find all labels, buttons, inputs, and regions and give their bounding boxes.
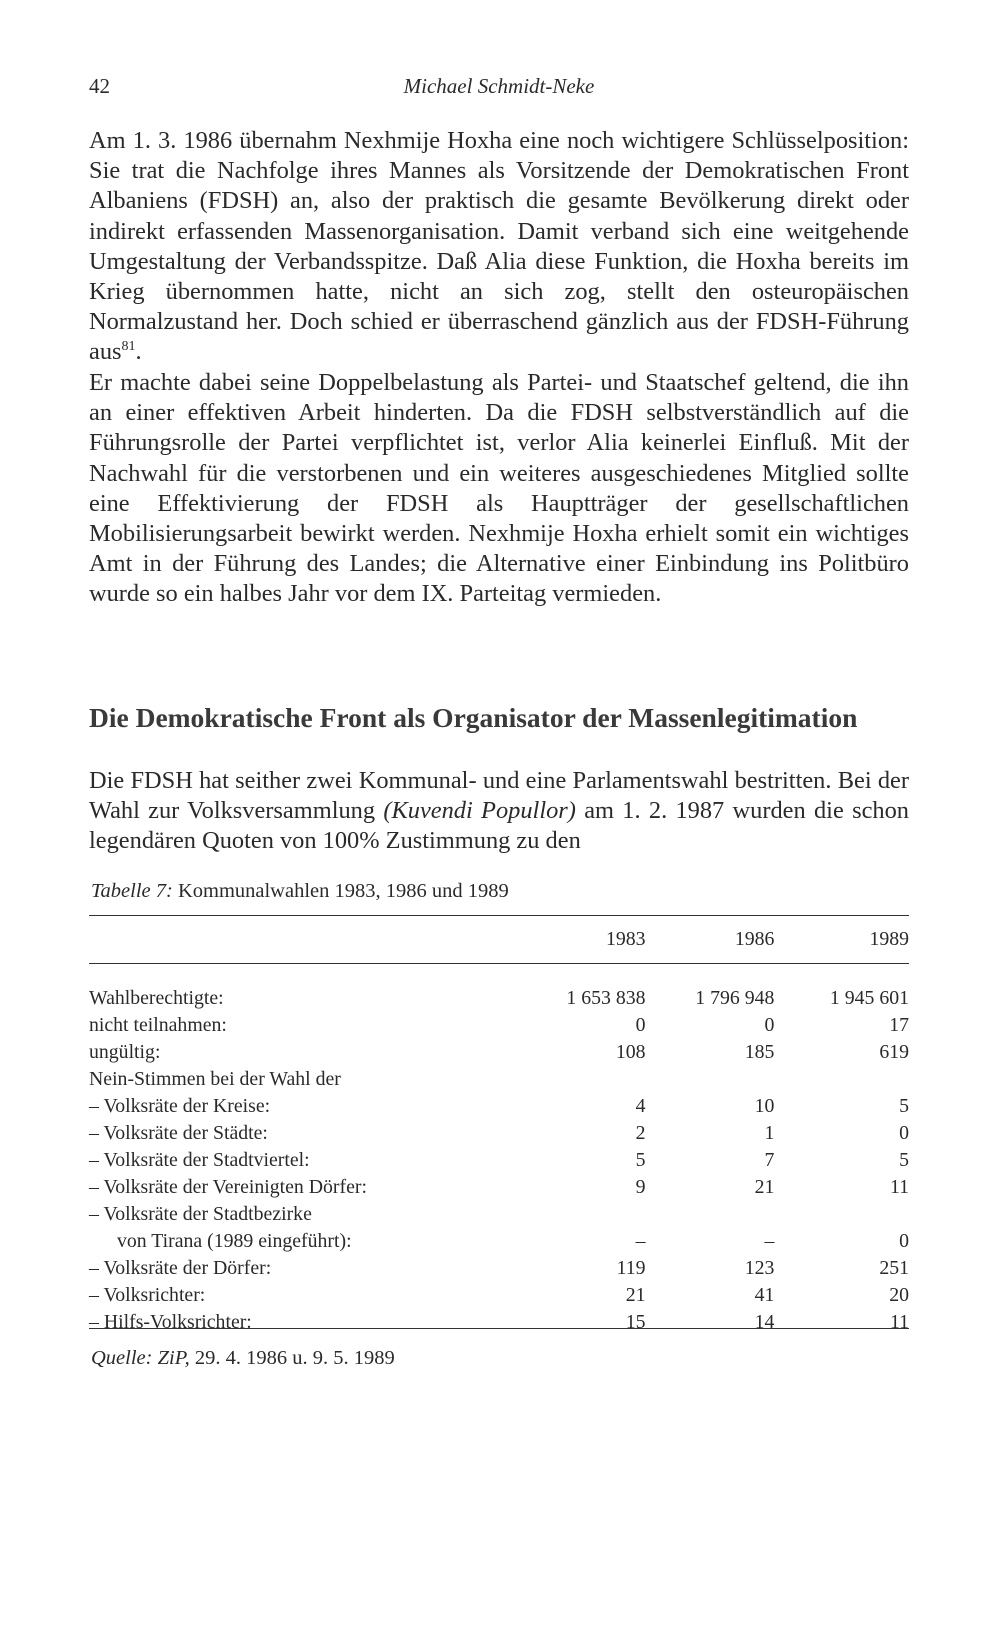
cell-1986: 10 — [754, 1095, 775, 1117]
table-row — [89, 1174, 909, 1201]
table-row — [89, 1147, 909, 1174]
election-table — [89, 917, 909, 1336]
cell-1989: 0 — [899, 1122, 909, 1144]
table-row — [89, 1093, 909, 1120]
column-header-1989: 1989 — [869, 928, 909, 950]
cell-1983: – — [635, 1230, 646, 1252]
cell-1986: 185 — [744, 1041, 775, 1063]
page-header — [89, 74, 909, 104]
cell-1983: 2 — [635, 1122, 646, 1144]
row-label: ungültig: — [89, 1041, 161, 1063]
cell-1989: 1 945 601 — [829, 987, 909, 1009]
table-row — [89, 1120, 909, 1147]
table-caption-text: Kommunalwahlen 1983, 1986 und 1989 — [177, 880, 509, 902]
cell-1983: 21 — [625, 1284, 646, 1306]
cell-1989: 619 — [879, 1041, 909, 1063]
cell-1989: 11 — [889, 1176, 909, 1198]
row-label: Wahlberechtigte: — [89, 987, 224, 1009]
cell-1986 — [646, 1066, 775, 1093]
table-top-rule — [89, 915, 909, 916]
row-label: – Volksräte der Stadtbezirke — [89, 1203, 312, 1225]
cell-1986: 1 — [764, 1122, 775, 1144]
cell-1986: 0 — [764, 1014, 775, 1036]
cell-1986: 1 796 948 — [695, 987, 775, 1009]
table-header-row — [89, 917, 909, 975]
cell-1983 — [490, 1066, 646, 1093]
table-caption — [91, 880, 509, 903]
cell-1983: 15 — [625, 1311, 646, 1333]
paragraph-1-text: Am 1. 3. 1986 übernahm Nexhmije Hoxha eine noch wichtigere Schlüsselposition: Sie trat die Nachfolge ihres Mannes als Vorsitzende der Demokratischen Front Albaniens (FDSH) an, also der praktisch die gesamte Bevölkerung direkt oder indirekt erfassenden Massenorganisation. Damit verband sich eine weitgehende Umgestaltung der Verbandsspitze. Daß Alia diese Funktion, die Hoxha bereits im Krieg übernommen hatte, nicht an sich zog, stellt den osteuropäischen Normalzustand her. Doch schied er überraschend gänzlich aus der FDSH-Führung aus — [89, 127, 909, 366]
cell-1989: 20 — [889, 1284, 909, 1306]
cell-1989 — [774, 1066, 909, 1093]
cell-1989 — [774, 1201, 909, 1228]
row-label: – Volksräte der Stadtviertel: — [89, 1149, 310, 1171]
paragraph-3-text: Die FDSH hat seither zwei Kommunal- und eine Parlamentswahl bestritten. Bei der Wahl zur Volksversammlung — [89, 767, 909, 825]
footnote-marker: 81 — [121, 339, 136, 355]
cell-1986: 21 — [754, 1176, 775, 1198]
cell-1989: 11 — [889, 1311, 909, 1333]
row-label: Nein-Stimmen bei der Wahl der — [89, 1068, 341, 1090]
row-label: – Volksräte der Dörfer: — [89, 1257, 272, 1279]
cell-1986: 7 — [764, 1149, 775, 1171]
cell-1983: 119 — [616, 1257, 646, 1279]
table-row — [89, 1066, 909, 1093]
cell-1986 — [646, 1201, 775, 1228]
table-caption-label: Tabelle 7: — [91, 880, 173, 902]
spacer-cell — [89, 975, 909, 985]
table-source — [91, 1347, 395, 1370]
table-row — [89, 1012, 909, 1039]
cell-1986: 14 — [754, 1311, 775, 1333]
row-label: – Volksräte der Kreise: — [89, 1095, 271, 1117]
cell-1989: 17 — [889, 1014, 909, 1036]
paragraph-1 — [89, 126, 909, 368]
table-row — [89, 1309, 909, 1336]
paragraph-2: Er machte dabei seine Doppelbelastung als Partei- und Staatschef geltend, die ihn an einer effektiven Arbeit hinderten. Da die FDSH selbstverständlich auf die Führungsrolle der Partei verpflichtet ist, verlor Alia keinerlei Einfluß. Mit der Nachwahl für die verstorbenen und ein weiteres ausgeschiedenes Mitglied sollte eine Effektivierung der FDSH als Hauptträger der gesellschaftlichen Mobilisierungsarbeit bewirkt werden. Nexhmije Hoxha erhielt somit ein wichtiges Amt in der Führung des Landes; die Alternative einer Einbindung ins Politbüro wurde so ein halbes Jahr vor dem IX. Parteitag vermieden. — [89, 369, 909, 608]
running-head: Michael Schmidt-Neke — [403, 74, 595, 98]
column-header-1983: 1983 — [605, 928, 646, 950]
cell-1983: 9 — [635, 1176, 646, 1198]
cell-1989: 0 — [899, 1230, 909, 1252]
cell-1989: 5 — [899, 1095, 909, 1117]
cell-1986: 123 — [744, 1257, 775, 1279]
cell-1983: 5 — [635, 1149, 646, 1171]
cell-1989: 5 — [899, 1149, 909, 1171]
cell-1983: 1 653 838 — [566, 987, 646, 1009]
row-label: – Volksräte der Vereinigten Dörfer: — [89, 1176, 367, 1198]
cell-1983: 108 — [615, 1041, 646, 1063]
table-bottom-rule — [89, 1328, 909, 1329]
table-row — [89, 1228, 909, 1255]
cell-1986: 41 — [754, 1284, 775, 1306]
table-row — [89, 985, 909, 1012]
paragraph-1-end: . — [135, 338, 142, 366]
row-label: von Tirana (1989 eingeführt): — [117, 1230, 352, 1252]
table-header-label — [89, 917, 490, 975]
source-label: Quelle: — [91, 1347, 153, 1369]
table-row — [89, 1039, 909, 1066]
source-journal: ZiP, — [157, 1347, 190, 1369]
page-number: 42 — [89, 74, 110, 98]
cell-1986: – — [764, 1230, 775, 1252]
cell-1983: 0 — [635, 1014, 646, 1036]
row-label: – Volksräte der Städte: — [89, 1122, 268, 1144]
cell-1983 — [490, 1201, 646, 1228]
row-label: nicht teilnahmen: — [89, 1014, 227, 1036]
row-label: – Hilfs-Volksrichter: — [89, 1311, 252, 1333]
cell-1983: 4 — [635, 1095, 646, 1117]
table-row — [89, 1282, 909, 1309]
row-label: – Volksrichter: — [89, 1284, 206, 1306]
section-heading: Die Demokratische Front als Organisator der Massenlegitimation — [89, 702, 858, 733]
table-spacer-row — [89, 975, 909, 985]
source-dates: 29. 4. 1986 u. 9. 5. 1989 — [194, 1347, 395, 1369]
table-row — [89, 1201, 909, 1228]
paragraph-3-end: am 1. 2. 1987 wurden die schon legendären Quoten von 100% Zustimmung zu den — [89, 797, 909, 855]
column-header-1986: 1986 — [734, 928, 775, 950]
cell-1989: 251 — [879, 1257, 909, 1279]
paragraph-3 — [89, 766, 909, 857]
table-row — [89, 1255, 909, 1282]
paragraph-3-italic: (Kuvendi Popullor) — [383, 797, 576, 825]
